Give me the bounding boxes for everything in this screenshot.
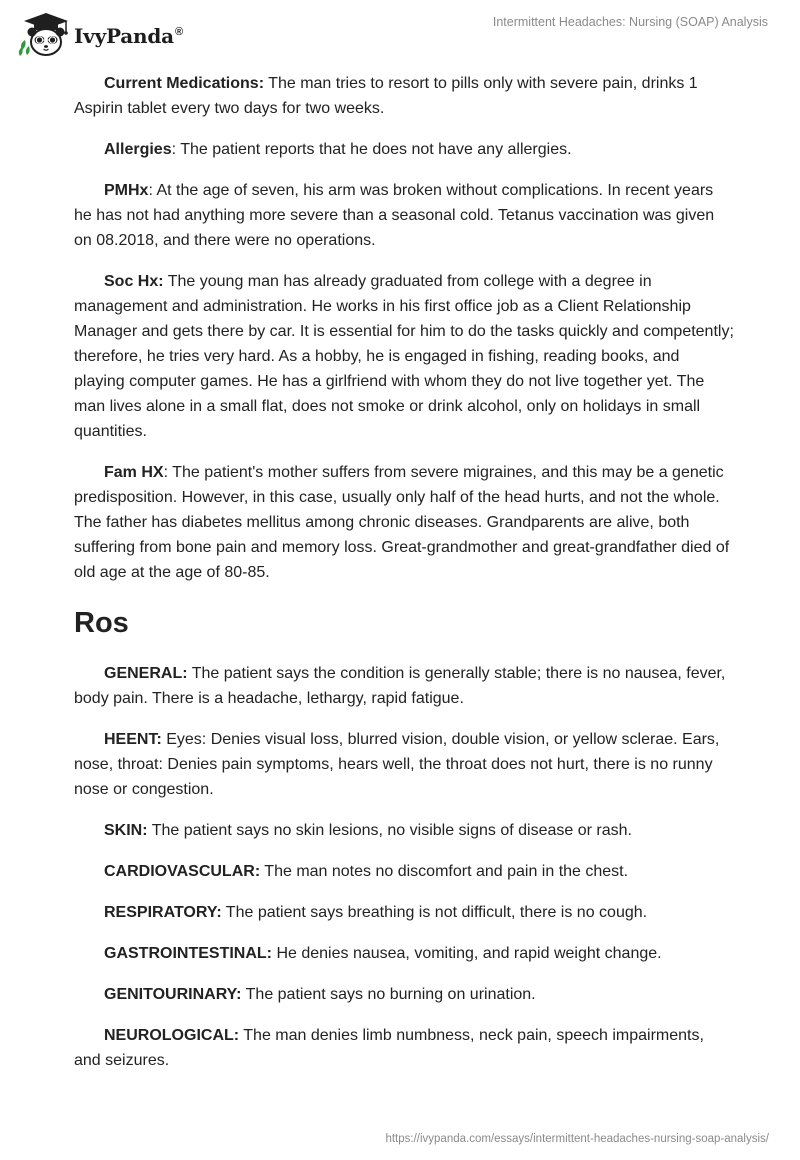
term-label: SKIN:	[104, 822, 148, 839]
paragraph-text: The patient says the condition is generally stable; there is no nausea, fever, body pain. There is a headache, lethargy, rapid fatigue.	[74, 665, 726, 707]
paragraph-general	[74, 661, 734, 711]
essay-content	[74, 71, 734, 1089]
paragraph-text: Eyes: Denies visual loss, blurred vision, double vision, or yellow sclerae. Ears, nose, throat: Denies pain symptoms, hears well, the throat does not hurt, there is no runny nose or congestion.	[74, 731, 720, 798]
paragraph-text: : The patient's mother suffers from severe migraines, and this may be a genetic predisposition. However, in this case, usually only half of the head hurts, and not the whole. The father has diabetes mellitus among chronic diseases. Grandparents are alive, both suffering from bone pain and memory loss. Great-grandmother and great-grandfather died of old age at the age of 80-85.	[74, 464, 730, 581]
term-label: CARDIOVASCULAR:	[104, 863, 261, 880]
term-label: Soc Hx:	[104, 273, 164, 290]
paragraph-fam-hx	[74, 460, 734, 585]
paragraph-text: The man notes no discomfort and pain in the chest.	[260, 863, 629, 880]
paragraph-skin	[74, 818, 734, 843]
paragraph-neurological	[74, 1023, 734, 1073]
paragraph-text: The patient says no skin lesions, no visible signs of disease or rash.	[147, 822, 632, 839]
term-label: GASTROINTESTINAL:	[104, 945, 272, 962]
paragraph-text: : The patient reports that he does not have any allergies.	[171, 141, 572, 158]
term-label: Allergies	[104, 141, 172, 158]
paragraph-gastrointestinal	[74, 941, 734, 966]
term-label: Current Medications:	[104, 75, 265, 92]
document-title: Intermittent Headaches: Nursing (SOAP) Analysis	[492, 15, 768, 29]
paragraph-text: The patient says no burning on urination.	[241, 986, 536, 1003]
section-heading-ros: Ros	[74, 607, 129, 639]
paragraph-soc-hx	[74, 269, 734, 444]
term-label: RESPIRATORY:	[104, 904, 222, 921]
paragraph-text: The man denies limb numbness, neck pain, speech impairments, and seizures.	[74, 1027, 704, 1069]
paragraph-text: The patient says breathing is not difficult, there is no cough.	[221, 904, 648, 921]
registered-mark: ®	[174, 26, 183, 39]
term-label: PMHx	[104, 182, 149, 199]
paragraph-heent	[74, 727, 734, 802]
term-label: GENERAL:	[104, 665, 188, 682]
paragraph-allergies	[74, 137, 734, 162]
source-url-link[interactable]: https://ivypanda.com/essays/intermittent-headaches-nursing-soap-analysis/	[385, 1133, 769, 1145]
paragraph-text: He denies nausea, vomiting, and rapid weight change.	[272, 945, 662, 962]
paragraph-current-medications	[74, 71, 734, 121]
term-label: HEENT:	[104, 731, 162, 748]
term-label: GENITOURINARY:	[104, 986, 242, 1003]
page-header	[0, 0, 800, 70]
paragraph-text: : At the age of seven, his arm was broken without complications. In recent years he has not had anything more severe than a seasonal cold. Tetanus vaccination was given on 08.2018, and there were no operations.	[74, 182, 715, 249]
ivypanda-logo[interactable]	[16, 10, 183, 58]
term-label: NEUROLOGICAL:	[104, 1027, 240, 1044]
paragraph-text: The young man has already graduated from college with a degree in management and administration. He works in his first office job as a Client Relationship Manager and gets there by car. It is essential for him to do the tasks quickly and competently; therefore, he tries very hard. As a hobby, he is engaged in fishing, reading books, and playing computer games. He has a girlfriend with whom they do not live together yet. The man lives alone in a small flat, does not smoke or drink alcohol, only on holidays in small quantities.	[74, 273, 734, 440]
term-label: Fam HX	[104, 464, 164, 481]
panda-logo-icon	[16, 10, 72, 58]
logo-wordmark: IvyPanda®	[74, 24, 183, 48]
paragraph-cardiovascular	[74, 859, 734, 884]
paragraph-respiratory	[74, 900, 734, 925]
paragraph-pmhx	[74, 178, 734, 253]
paragraph-genitourinary	[74, 982, 734, 1007]
paragraph-text: The man tries to resort to pills only with severe pain, drinks 1 Aspirin tablet every two days for two weeks.	[74, 75, 698, 117]
